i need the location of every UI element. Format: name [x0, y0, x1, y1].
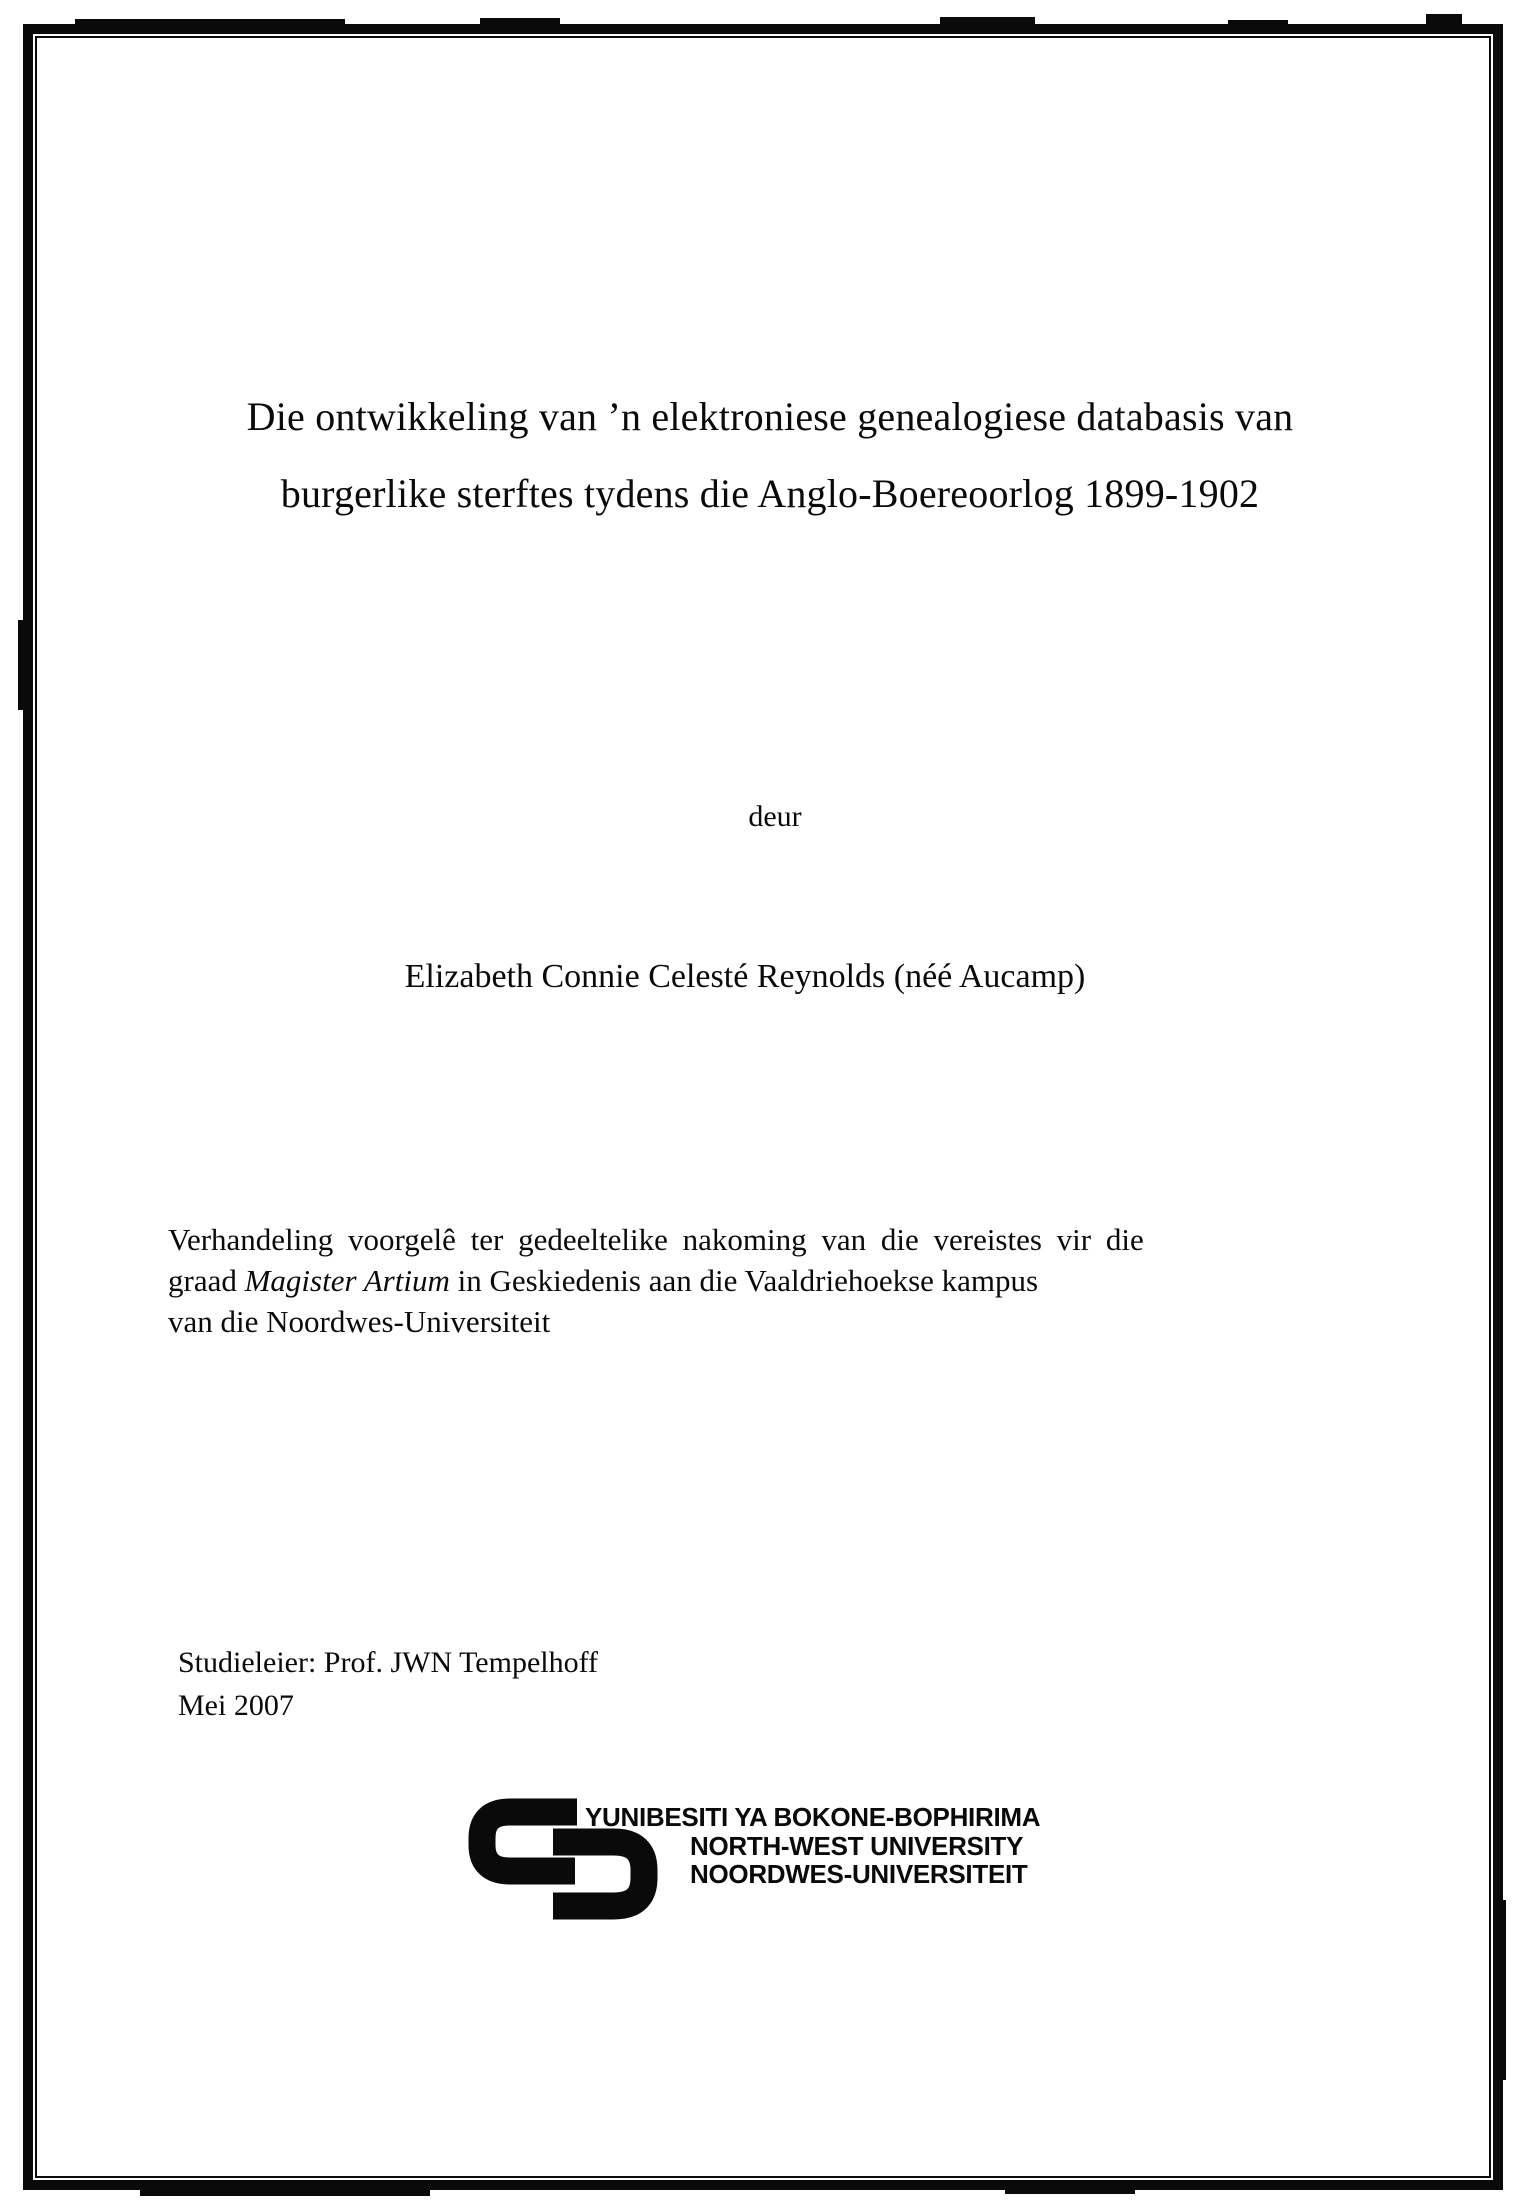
- byline-deur: deur: [748, 800, 802, 833]
- logo-wordmark-setswana: YUNIBESITI YA BOKONE-BOPHIRIMA: [585, 1802, 1041, 1832]
- scan-artifact: [1426, 14, 1462, 26]
- thesis-title-line-2: burgerlike sterftes tydens die Anglo-Boereoorlog 1899-1902: [280, 471, 1260, 516]
- scan-artifact: [140, 2188, 430, 2196]
- degree-statement-line-1: Verhandeling voorgelê ter gedeeltelike nakoming van die vereistes vir die: [168, 1222, 1144, 1257]
- degree-statement-line-2: graad Magister Artium in Geskiedenis aan die Vaaldriehoekse kampus: [168, 1263, 1039, 1298]
- scan-artifact: [480, 18, 560, 27]
- scan-artifact: [1500, 1900, 1506, 2080]
- thesis-title-line-1: Die ontwikkeling van ’n elektroniese genealogiese databasis van: [246, 394, 1294, 439]
- degree-name-italic: Magister Artium: [244, 1263, 450, 1298]
- date-line: Mei 2007: [178, 1689, 294, 1722]
- scan-artifact: [1005, 2188, 1135, 2194]
- scan-artifact: [18, 620, 24, 710]
- logo-wordmark-english: NORTH-WEST UNIVERSITY: [690, 1831, 1024, 1861]
- scan-artifact: [940, 17, 1035, 27]
- scan-artifact: [75, 19, 345, 27]
- degree-statement-line-3: van die Noordwes-Universiteit: [168, 1304, 551, 1339]
- degree-statement: [168, 1219, 1318, 1342]
- author-name: Elizabeth Connie Celesté Reynolds (néé Aucamp): [404, 958, 1086, 995]
- supervisor-line: Studieleier: Prof. JWN Tempelhoff: [178, 1646, 599, 1679]
- supervisor-block: [178, 1641, 598, 1727]
- logo-wordmark-afrikaans: NOORDWES-UNIVERSITEIT: [690, 1859, 1028, 1889]
- scan-artifact: [1228, 20, 1288, 27]
